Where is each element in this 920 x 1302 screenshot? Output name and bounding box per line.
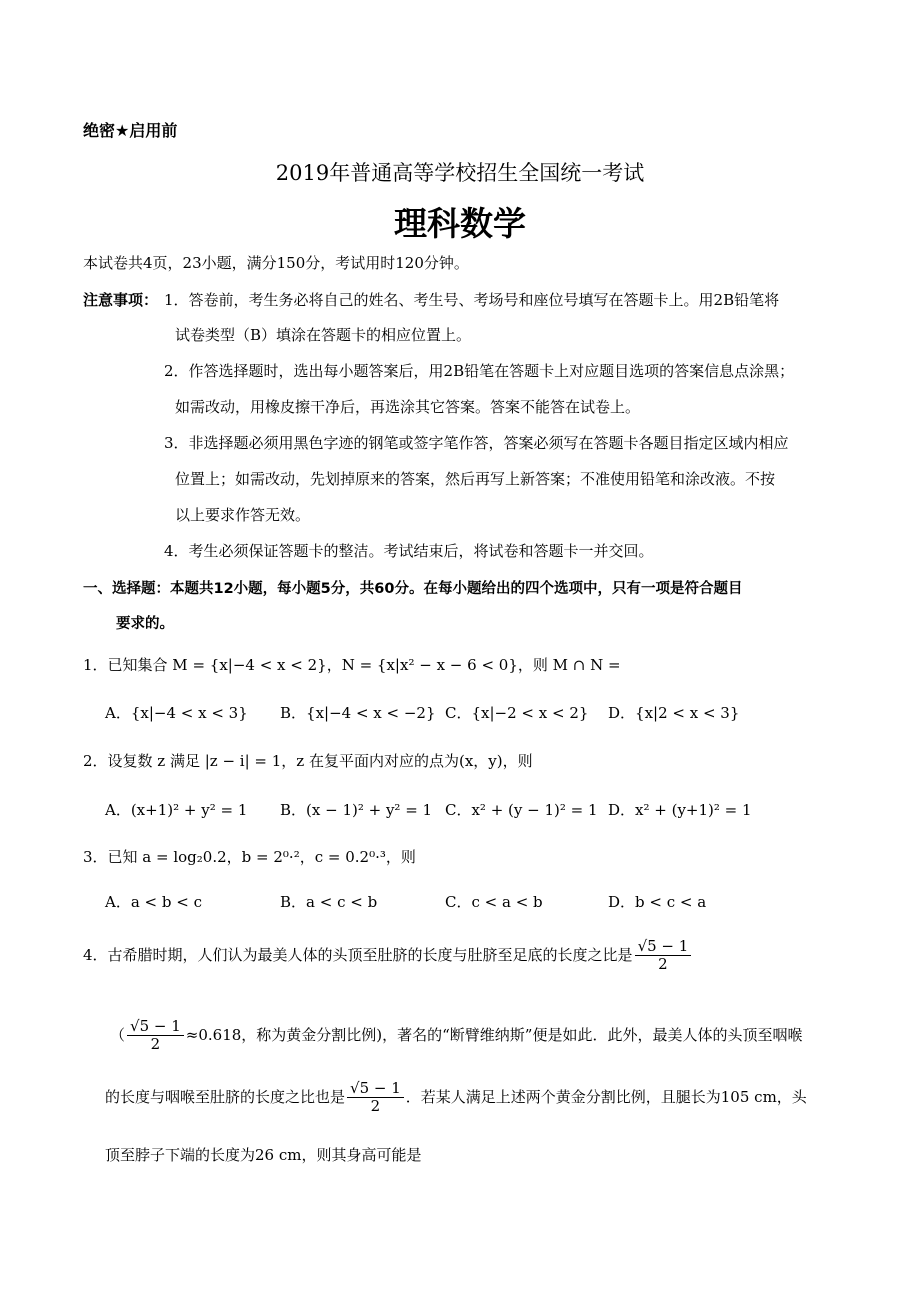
q3-option-c: C．c < a < b bbox=[445, 893, 543, 911]
q4-line-4: 顶至脖子下端的长度为26 cm，则其身高可能是 bbox=[105, 1146, 422, 1164]
q4-line-1-text: 4．古希腊时期，人们认为最美人体的头顶至肚脐的长度与肚脐至足底的长度之比是 bbox=[83, 945, 633, 964]
q3-option-b: B．a < c < b bbox=[280, 893, 378, 911]
q4-line-3-text-a: 的长度与咽喉至肚脐的长度之比也是 bbox=[105, 1087, 346, 1106]
q1-option-c: C．{x|−2 < x < 2} bbox=[445, 704, 589, 722]
q4-line-2 bbox=[110, 1018, 802, 1054]
note-2-line-2: 如需改动，用橡皮擦干净后，再选涂其它答案。答案不能答在试卷上。 bbox=[175, 398, 641, 416]
q2-option-d: D．x² + (y+1)² = 1 bbox=[608, 801, 752, 819]
q1-option-a: A．{x|−4 < x < 3} bbox=[105, 704, 248, 722]
q2-option-b: B．(x − 1)² + y² = 1 bbox=[280, 801, 433, 819]
note-2-line-1: 2．作答选择题时，选出每小题答案后，用2B铅笔在答题卡上对应题目选项的答案信息点涂黑； bbox=[164, 362, 795, 380]
fraction-denominator: 2 bbox=[370, 1097, 381, 1116]
q2-option-a: A．(x+1)² + y² = 1 bbox=[105, 801, 248, 819]
fraction-numerator: √5 − 1 bbox=[635, 938, 692, 956]
golden-ratio-fraction bbox=[347, 1080, 404, 1116]
section-1-heading-line-1: 一、选择题：本题共12小题，每小题5分，共60分。在每小题给出的四个选项中，只有一项是符合题目 bbox=[83, 581, 743, 597]
q3-stem: 3．已知 a = log₂0.2，b = 2⁰·²，c = 0.2⁰·³，则 bbox=[83, 848, 416, 866]
q1-stem: 1．已知集合 M = {x|−4 < x < 2}，N = {x|x² − x − 6 < 0}，则 M ∩ N = bbox=[83, 656, 621, 674]
q1-option-d: D．{x|2 < x < 3} bbox=[608, 704, 740, 722]
q4-line-1 bbox=[83, 938, 693, 974]
q2-stem: 2．设复数 z 满足 |z − i| = 1，z 在复平面内对应的点为(x，y)，则 bbox=[83, 752, 533, 770]
note-4: 4．考生必须保证答题卡的整洁。考试结束后，将试卷和答题卡一并交回。 bbox=[164, 542, 654, 560]
q1-option-b: B．{x|−4 < x < −2} bbox=[280, 704, 436, 722]
notes-label: 注意事项： bbox=[83, 291, 159, 309]
q2-option-c: C．x² + (y − 1)² = 1 bbox=[445, 801, 598, 819]
q4-line-3-text-b: ．若某人满足上述两个黄金分割比例，且腿长为105 cm，头 bbox=[405, 1087, 807, 1106]
section-1-heading-line-2: 要求的。 bbox=[116, 616, 174, 632]
secret-label: 绝密★启用前 bbox=[83, 121, 178, 140]
golden-ratio-fraction bbox=[635, 938, 692, 974]
q3-option-d: D．b < c < a bbox=[608, 893, 707, 911]
q4-line-3 bbox=[105, 1080, 807, 1116]
q3-option-a: A．a < b < c bbox=[105, 893, 202, 911]
fraction-numerator: √5 − 1 bbox=[347, 1080, 404, 1098]
golden-ratio-fraction bbox=[127, 1018, 184, 1054]
fraction-denominator: 2 bbox=[150, 1035, 161, 1054]
note-1-line-1: 1．答卷前，考生务必将自己的姓名、考生号、考场号和座位号填写在答题卡上。用2B铅笔将 bbox=[164, 291, 780, 309]
note-3-line-3: 以上要求作答无效。 bbox=[175, 506, 311, 524]
exam-title: 2019年普通高等学校招生全国统一考试 bbox=[275, 161, 645, 185]
subject-title: 理科数学 bbox=[394, 204, 526, 243]
note-1-line-2: 试卷类型（B）填涂在答题卡的相应位置上。 bbox=[175, 326, 472, 344]
note-3-line-2: 位置上；如需改动，先划掉原来的答案，然后再写上新答案；不准使用铅笔和涂改液。不按 bbox=[175, 470, 776, 488]
fraction-denominator: 2 bbox=[658, 955, 668, 974]
fraction-numerator: √5 − 1 bbox=[127, 1018, 184, 1036]
q4-line-2-text: ≈0.618，称为黄金分割比例)，著名的“断臂维纳斯”便是如此．此外，最美人体的头顶至咽喉 bbox=[185, 1025, 803, 1044]
q4-line-2-open-paren: （ bbox=[110, 1025, 126, 1044]
note-3-line-1: 3．非选择题必须用黑色字迹的钢笔或签字笔作答，答案必须写在答题卡各题目指定区域内相应 bbox=[164, 434, 789, 452]
intro-text: 本试卷共4页，23小题，满分150分，考试用时120分钟。 bbox=[83, 254, 469, 272]
